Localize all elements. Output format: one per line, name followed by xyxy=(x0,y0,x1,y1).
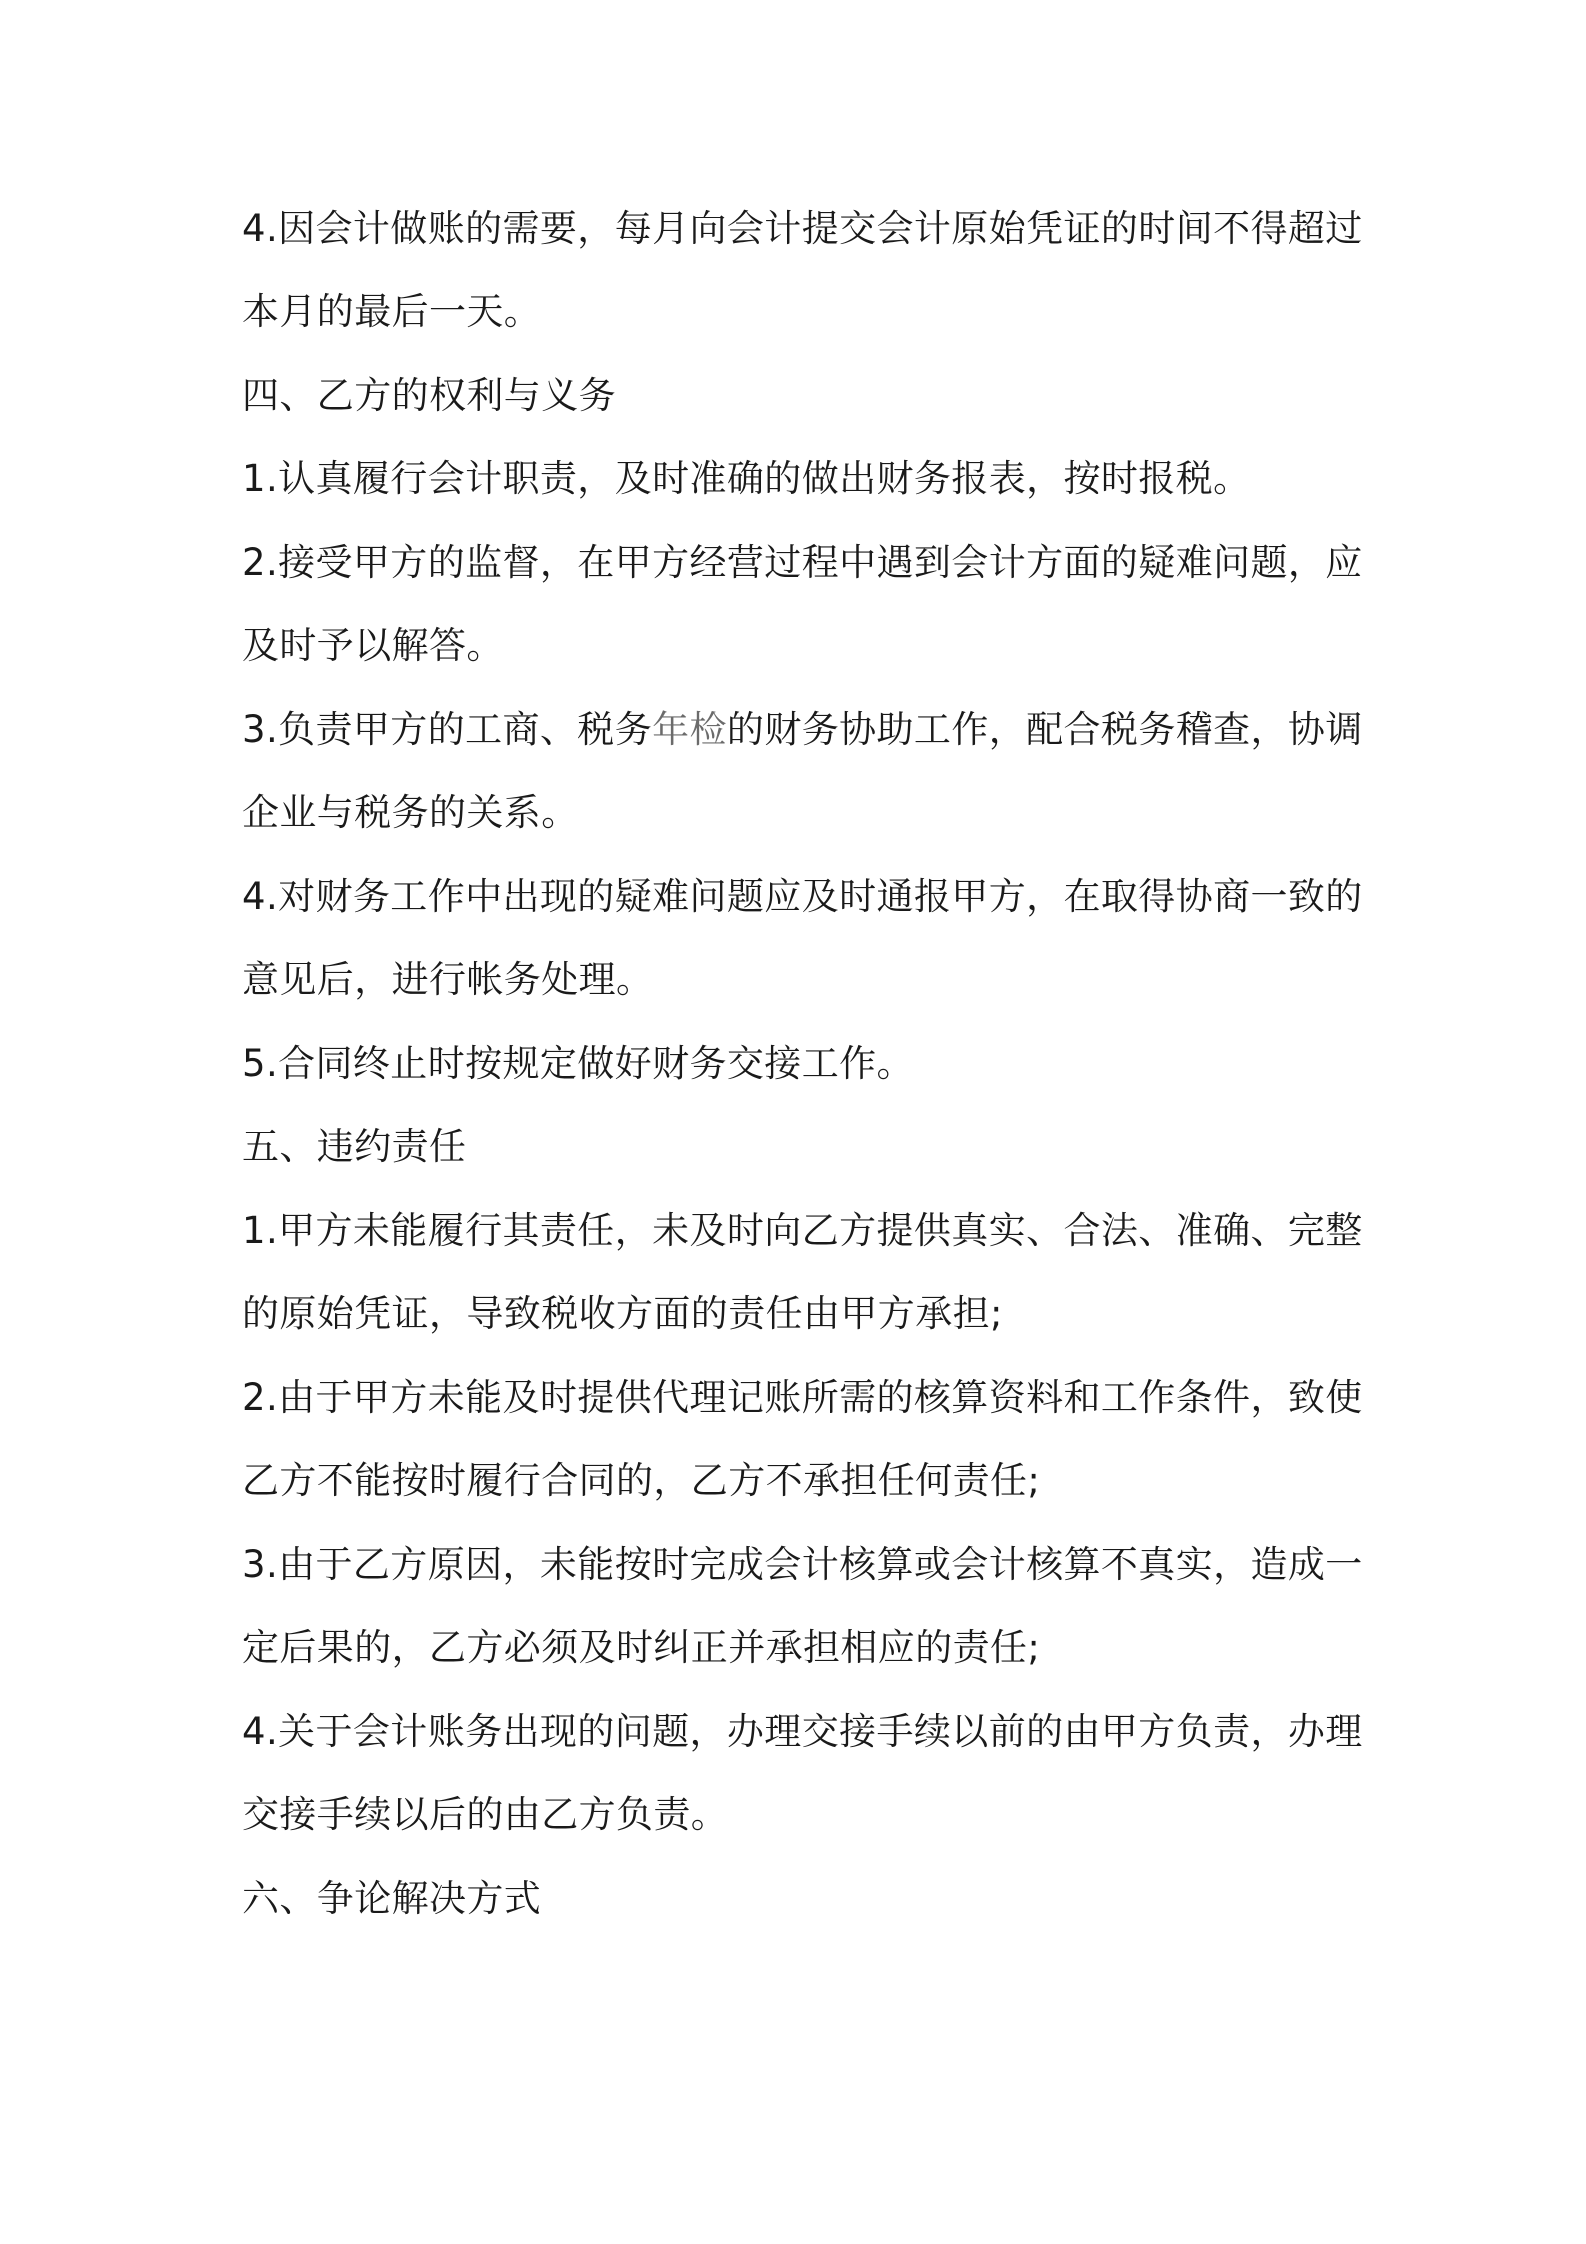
text-line: 意见后，进行帐务处理。 xyxy=(242,958,654,1001)
text-line xyxy=(242,688,1362,772)
text-line: 的原始凭证，导致税收方面的责任由甲方承担; xyxy=(242,1292,1003,1335)
text-line: 1.甲方未能履行其责任，未及时向乙方提供真实、合法、准确、完整 xyxy=(242,1209,1363,1252)
text-line: 及时予以解答。 xyxy=(242,624,504,667)
link-text-annual-inspection[interactable]: 年检 xyxy=(652,708,727,751)
section-heading: 六、争论解决方式 xyxy=(242,1877,542,1920)
text-line: 1.认真履行会计职责，及时准确的做出财务报表，按时报税。 xyxy=(242,457,1251,500)
section-heading: 五、违约责任 xyxy=(242,1125,467,1168)
text-line: 4.因会计做账的需要，每月向会计提交会计原始凭证的时间不得超过 xyxy=(242,207,1363,250)
text-line: 乙方不能按时履行合同的，乙方不承担任何责任; xyxy=(242,1459,1041,1502)
text-line: 2.接受甲方的监督，在甲方经营过程中遇到会计方面的疑难问题，应 xyxy=(242,541,1363,584)
text-line: 5.合同终止时按规定做好财务交接工作。 xyxy=(242,1042,914,1085)
text-line: 企业与税务的关系。 xyxy=(242,791,579,834)
text-line: 本月的最后一天。 xyxy=(242,290,542,333)
text-segment: 的财务协助工作，配合税务稽查，协调 xyxy=(726,708,1363,751)
text-line: 3.由于乙方原因，未能按时完成会计核算或会计核算不真实，造成一 xyxy=(242,1543,1363,1586)
text-line: 4.对财务工作中出现的疑难问题应及时通报甲方，在取得协商一致的 xyxy=(242,875,1363,918)
text-segment: 3.负责甲方的工商、税务 xyxy=(242,708,653,751)
section-heading: 四、乙方的权利与义务 xyxy=(242,374,616,417)
text-line: 定后果的，乙方必须及时纠正并承担相应的责任; xyxy=(242,1626,1041,1669)
text-line: 交接手续以后的由乙方负责。 xyxy=(242,1793,729,1836)
text-line: 2.由于甲方未能及时提供代理记账所需的核算资料和工作条件，致使 xyxy=(242,1376,1363,1419)
text-line: 4.关于会计账务出现的问题，办理交接手续以前的由甲方负责，办理 xyxy=(242,1710,1363,1753)
